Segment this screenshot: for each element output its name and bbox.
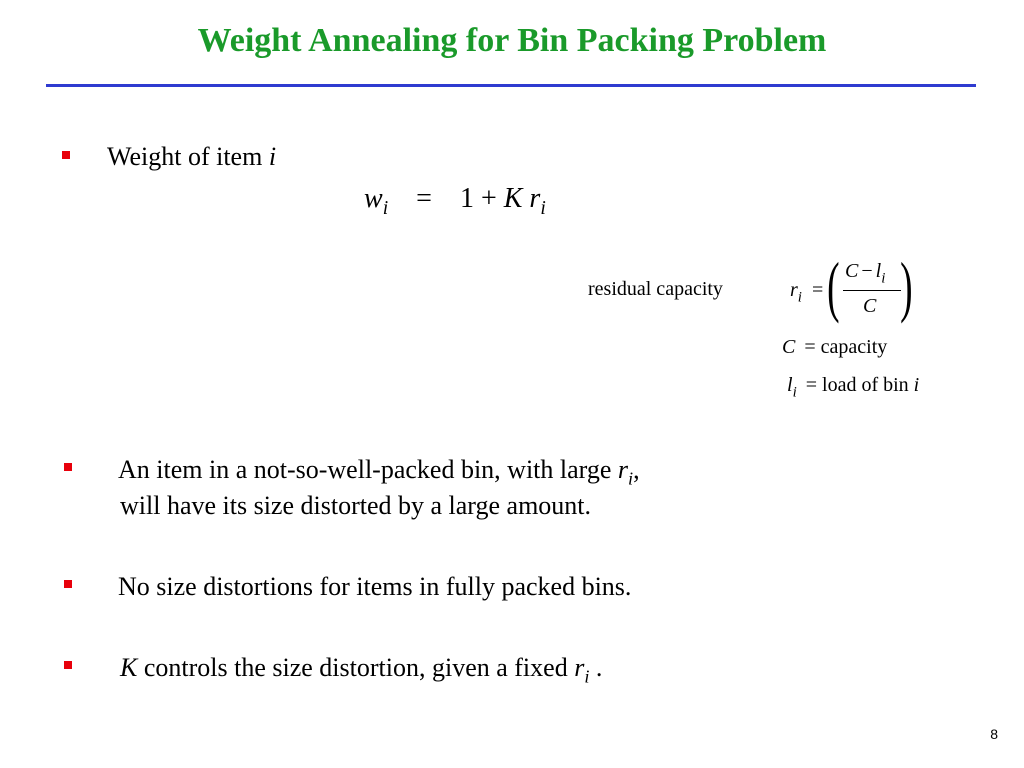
- bullet-1-var: i: [268, 142, 277, 171]
- fraction-denominator: [863, 295, 876, 318]
- bullet-marker-3: [64, 580, 72, 588]
- def-l-var: l: [787, 374, 793, 396]
- fraction-bar: [843, 290, 901, 291]
- eq-r-sub: i: [540, 197, 546, 219]
- residual-r-var: r: [790, 279, 798, 301]
- numerator-C: C: [845, 260, 859, 282]
- def-load: [787, 374, 920, 401]
- bullet-4-r: r: [574, 653, 585, 682]
- denominator-C: C: [863, 295, 877, 317]
- bullet-1-label: Weight of item: [107, 142, 269, 171]
- residual-r: [790, 279, 802, 306]
- bullet-2-comma: ,: [633, 455, 640, 484]
- residual-equals: =: [812, 279, 824, 301]
- bullet-4-K: K: [120, 653, 138, 682]
- bullet-2-var: r: [617, 455, 629, 484]
- eq-w: w: [364, 183, 383, 214]
- numerator-l-sub: i: [881, 270, 886, 287]
- right-paren: ): [900, 248, 913, 324]
- eq-equals: =: [416, 183, 432, 214]
- def-l-equals: =: [805, 374, 818, 396]
- bullet-1-text: [107, 142, 276, 172]
- bullet-2-line-1: [118, 455, 640, 489]
- weight-equation: [364, 183, 546, 219]
- bullet-4-sub: i: [584, 666, 590, 687]
- bullet-marker-4: [64, 661, 72, 669]
- residual-label: residual capacity: [588, 278, 723, 300]
- def-C-equals: =: [804, 336, 816, 358]
- eq-plus: +: [480, 183, 497, 214]
- eq-K: K: [503, 183, 523, 214]
- def-C-text: capacity: [820, 336, 888, 358]
- bullet-marker-1: [62, 151, 70, 159]
- def-l-text: load of bin: [822, 374, 914, 396]
- eq-w-sub: i: [382, 197, 389, 219]
- numerator-l: l: [875, 260, 882, 282]
- def-capacity: [782, 336, 887, 359]
- bullet-4-text: controls the size distortion, given a fixed: [137, 653, 575, 682]
- def-l-text-var: i: [913, 374, 920, 396]
- numerator-minus: −: [861, 260, 873, 282]
- fraction-numerator: [845, 260, 886, 287]
- slide-title: Weight Annealing for Bin Packing Problem: [197, 22, 827, 59]
- left-paren: (: [827, 248, 840, 324]
- def-l-sub: i: [792, 384, 797, 401]
- bullet-3-text: No size distortions for items in fully packed bins.: [118, 572, 632, 601]
- bullet-2-sub: i: [628, 468, 634, 489]
- eq-one: 1: [459, 183, 474, 214]
- bullet-marker-2: [64, 463, 72, 471]
- page-number: 8: [990, 726, 998, 742]
- residual-r-sub: i: [797, 289, 802, 306]
- bullet-4-end: .: [589, 653, 603, 682]
- eq-r: r: [529, 183, 541, 214]
- bullet-2-text: An item in a not-so-well-packed bin, with large: [118, 455, 618, 484]
- bullet-2-line-2: will have its size distorted by a large amount.: [120, 491, 592, 520]
- title-divider: [46, 84, 976, 87]
- def-C-var: C: [782, 336, 796, 358]
- bullet-4-line: [120, 653, 603, 687]
